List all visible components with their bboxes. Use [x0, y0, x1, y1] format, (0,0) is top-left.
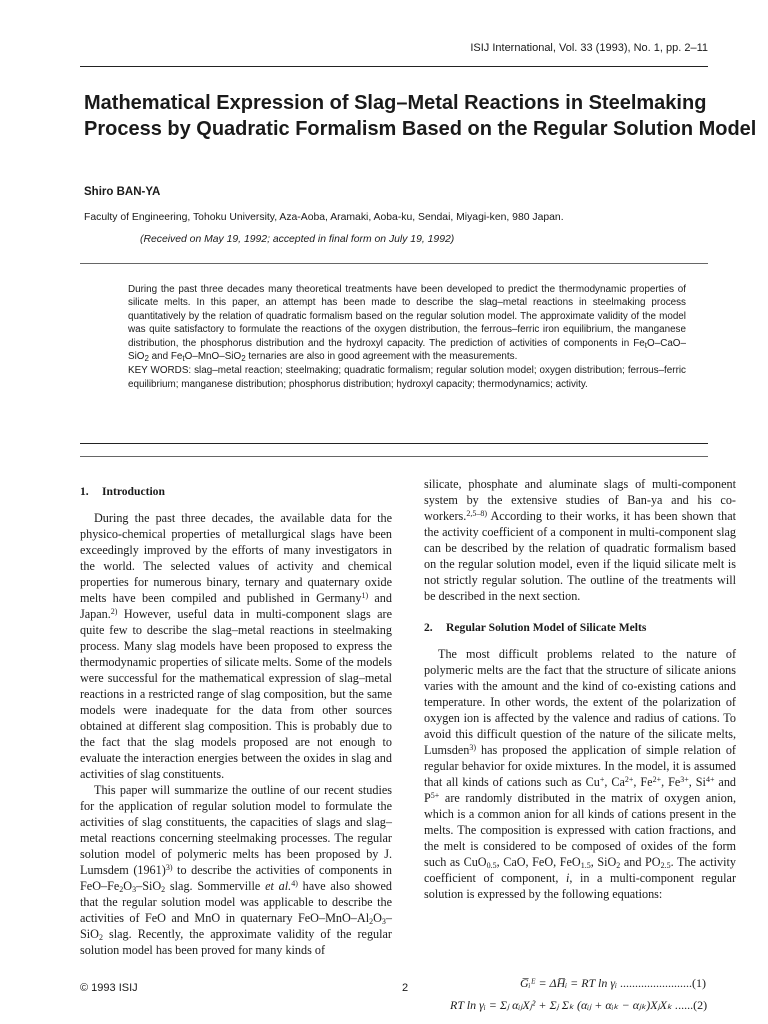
- right-column: [424, 476, 736, 902]
- journal-citation: ISIJ International, Vol. 33 (1993), No. 1, pp. 2–11: [470, 42, 708, 54]
- paper-title: [84, 90, 757, 142]
- header-rule: [80, 66, 708, 67]
- equation-1: G̅ᵢᴱ = ΔH̅ᵢ = RT ln γᵢ ........................(1): [520, 976, 706, 990]
- received-date: (Received on May 19, 1992; accepted in final form on July 19, 1992): [140, 234, 455, 245]
- paragraph: This paper will summarize the outline of our recent studies for the application of regular solution model to formulate the activities of slag constituents, the capacities of slags and slag–metal reactions concerning steelmaking processes. The regular solution model of polymeric melts has been proposed by J. Lumsdem $(1961)^{3)}$ to describe the activities of components in FeO–$Fe_2O_3-SiO_2$ slag. Sommerville et al.$^{4)}$ have also showed that the regular solution model was applicable to describe the activities of FeO and MnO in quaternary FeO–$MnO-Al_2O_3-SiO_2$ slag. Recently, the approximate validity of the regular solution model has been proved for many kinds of: [80, 783, 393, 957]
- divider: [80, 443, 708, 444]
- abstract: [128, 283, 686, 391]
- author-name: Shiro BAN-YA: [84, 186, 161, 198]
- keywords: KEY WORDS: slag–metal reaction; steelmaking; quadratic formalism; regular solution model; oxygen distribution; ferrous–ferric equilibrium; manganese distribution; phosphorus distribution; hydroxyl capacity; thermodynamics; activity.: [128, 365, 686, 390]
- page-number: 2: [402, 982, 409, 994]
- abstract-text: During the past three decades many theoretical treatments have been developed to predict the thermodynamic properties of silicate melts. In this paper, an attempt has been made to describe the slag–metal reactions in steelmaking process quantitatively by the relation of quadratic formalism based on the regular solution model. The approximate validity of the model was quite satisfactory to formulate the reactions of the oxygen distribution, the ferrous–ferric iron equilibrium, the manganese distribution, the phosphorus distribution and the hydroxyl capacity. The prediction of activities of components in $Fe_tO-CaO-SiO_2$ and $Fe_tO-MnO-SiO_2$ ternaries are also in good agreement with the measurements.: [128, 284, 686, 364]
- title-line-2: Process by Quadratic Formalism Based on the Regular Solution Model: [84, 118, 757, 140]
- left-column: [80, 484, 392, 958]
- section-heading-introduction: 1. Introduction: [80, 485, 165, 498]
- divider: [80, 456, 708, 457]
- equation-2: RT ln γᵢ = Σⱼ αᵢⱼXⱼ² + Σⱼ Σₖ (αᵢⱼ + αᵢₖ − αⱼₖ)XⱼXₖ ......(2): [450, 998, 708, 1012]
- paragraph: During the past three decades, the available data for the physico-chemical properties of metallurgical slags have been exceedingly improved by the efforts of many investigators in the world. The selected values of activity and chemical properties for numerous binary, ternary and quaternary oxide melts have been compiled and published in Germany$^{1)}$ and Japan.$^{2)}$ However, useful data in multi-component slags are quite few to describe the slag–metal reactions in steelmaking process. Many slag models have been proposed to express the thermodynamic properties of silicate melts. Some of the models were successful for the mathematical expression of slag–metal reactions in a restricted range of slag composition, but the same models were inadequate for the data from other sources obtained at different slag composition. This is probably due to the fact that the slag models proposed are not enough to evaluate the interaction energies between the oxides in slag and activities of slag constituents.: [80, 511, 392, 781]
- copyright: © 1993 ISIJ: [80, 982, 138, 994]
- paragraph: silicate, phosphate and aluminate slags of multi-component system by the extensive studies of Ban-ya and his co-workers.$^{2,5-8)}$ According to their works, it has been shown that the activity coefficient of a component in multi-component slag can be described by the relation of quadratic formalism based on the regular solution model, even if the liquid silicate melt is not strictly regular solution. The outline of the treatments will be described in the next section.: [424, 477, 736, 603]
- divider: [80, 263, 708, 264]
- paragraph: The most difficult problems related to the nature of polymeric melts are the fact that the structure of silicate anions varies with the amount and the kind of co-existing cations and temperature. In other words, the extent of the polarization of oxygen ion is affected by the valence and radius of cations. To avoid this difficult question of the nature of the silicate melts, Lumsden$^{3)}$ has proposed the application of simple relation of regular behavior for oxide mixtures. In the model, it is assumed that all kinds of cations such as Cu+, $Ca^{2+}$, $Fe^{2+}$, $Fe^{3+}$, $Si^{4+}$ and $P^{5+}$ are randomly distributed in the matrix of oxygen anion, which is a common anion for all kinds of cations present in the melts. The composition is expressed with cation fractions, and the melt is considered to be composed of oxides of the form such as CuO$_{0.5}$, CaO, FeO, FeO$_{1.5}$, SiO$_2$ and $PO_{2.5}$. The activity coefficient of component, i, in a multi-component regular solution is expressed by the following equations:: [424, 647, 737, 901]
- title-line-1: Mathematical Expression of Slag–Metal Reactions in Steelmaking: [84, 92, 707, 114]
- section-heading-regular-solution: 2. Regular Solution Model of Silicate Melts: [424, 621, 647, 634]
- affiliation: Faculty of Engineering, Tohoku University, Aza-Aoba, Aramaki, Aoba-ku, Sendai, Miyagi-ken, 980 Japan.: [84, 212, 564, 223]
